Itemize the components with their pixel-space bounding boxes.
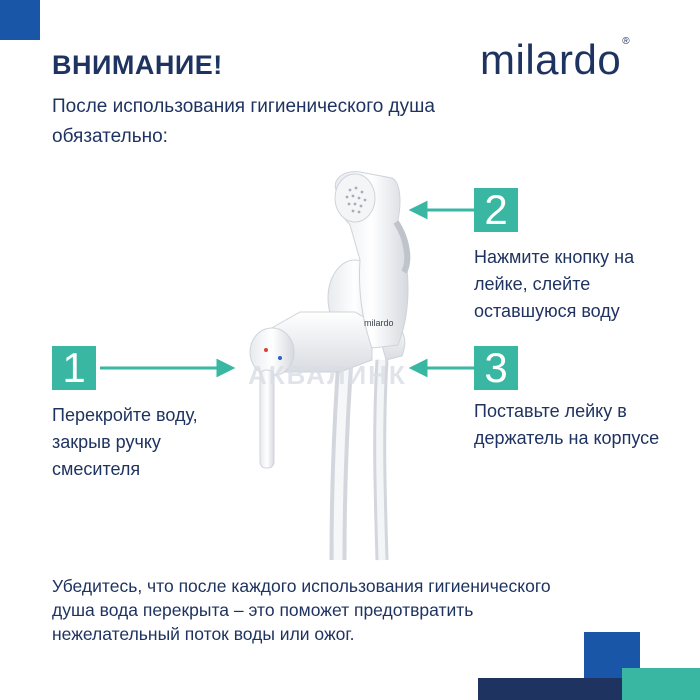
registered-mark: ® (622, 36, 631, 47)
page-subtitle: После использования гигиенического душа обязательно: (52, 96, 435, 147)
step-1-number: 1 (52, 346, 96, 390)
step-3-number: 3 (474, 346, 518, 390)
shower-nozzle (335, 174, 375, 222)
corner-accent-teal (622, 668, 700, 700)
step-2-text: Нажмите кнопку на лейке, слейте оставшуюся воду (474, 247, 635, 321)
footer-note: Убедитесь, что после каждого использования гигиенического душа вода перекрыта – это поможет предотвратить нежелательный поток воды или ожог. (52, 576, 551, 644)
logo-text: milardo (480, 36, 622, 83)
watermark: АКВАЛИНК (248, 360, 407, 390)
product-brand-label: milardo (364, 318, 394, 328)
page-title: ВНИМАНИЕ! (52, 50, 223, 80)
step-1-text: Перекройте воду, закрыв ручку смесителя (52, 405, 198, 479)
step-2-number: 2 (474, 188, 518, 232)
step-3-text: Поставьте лейку в держатель на корпусе (474, 401, 660, 448)
